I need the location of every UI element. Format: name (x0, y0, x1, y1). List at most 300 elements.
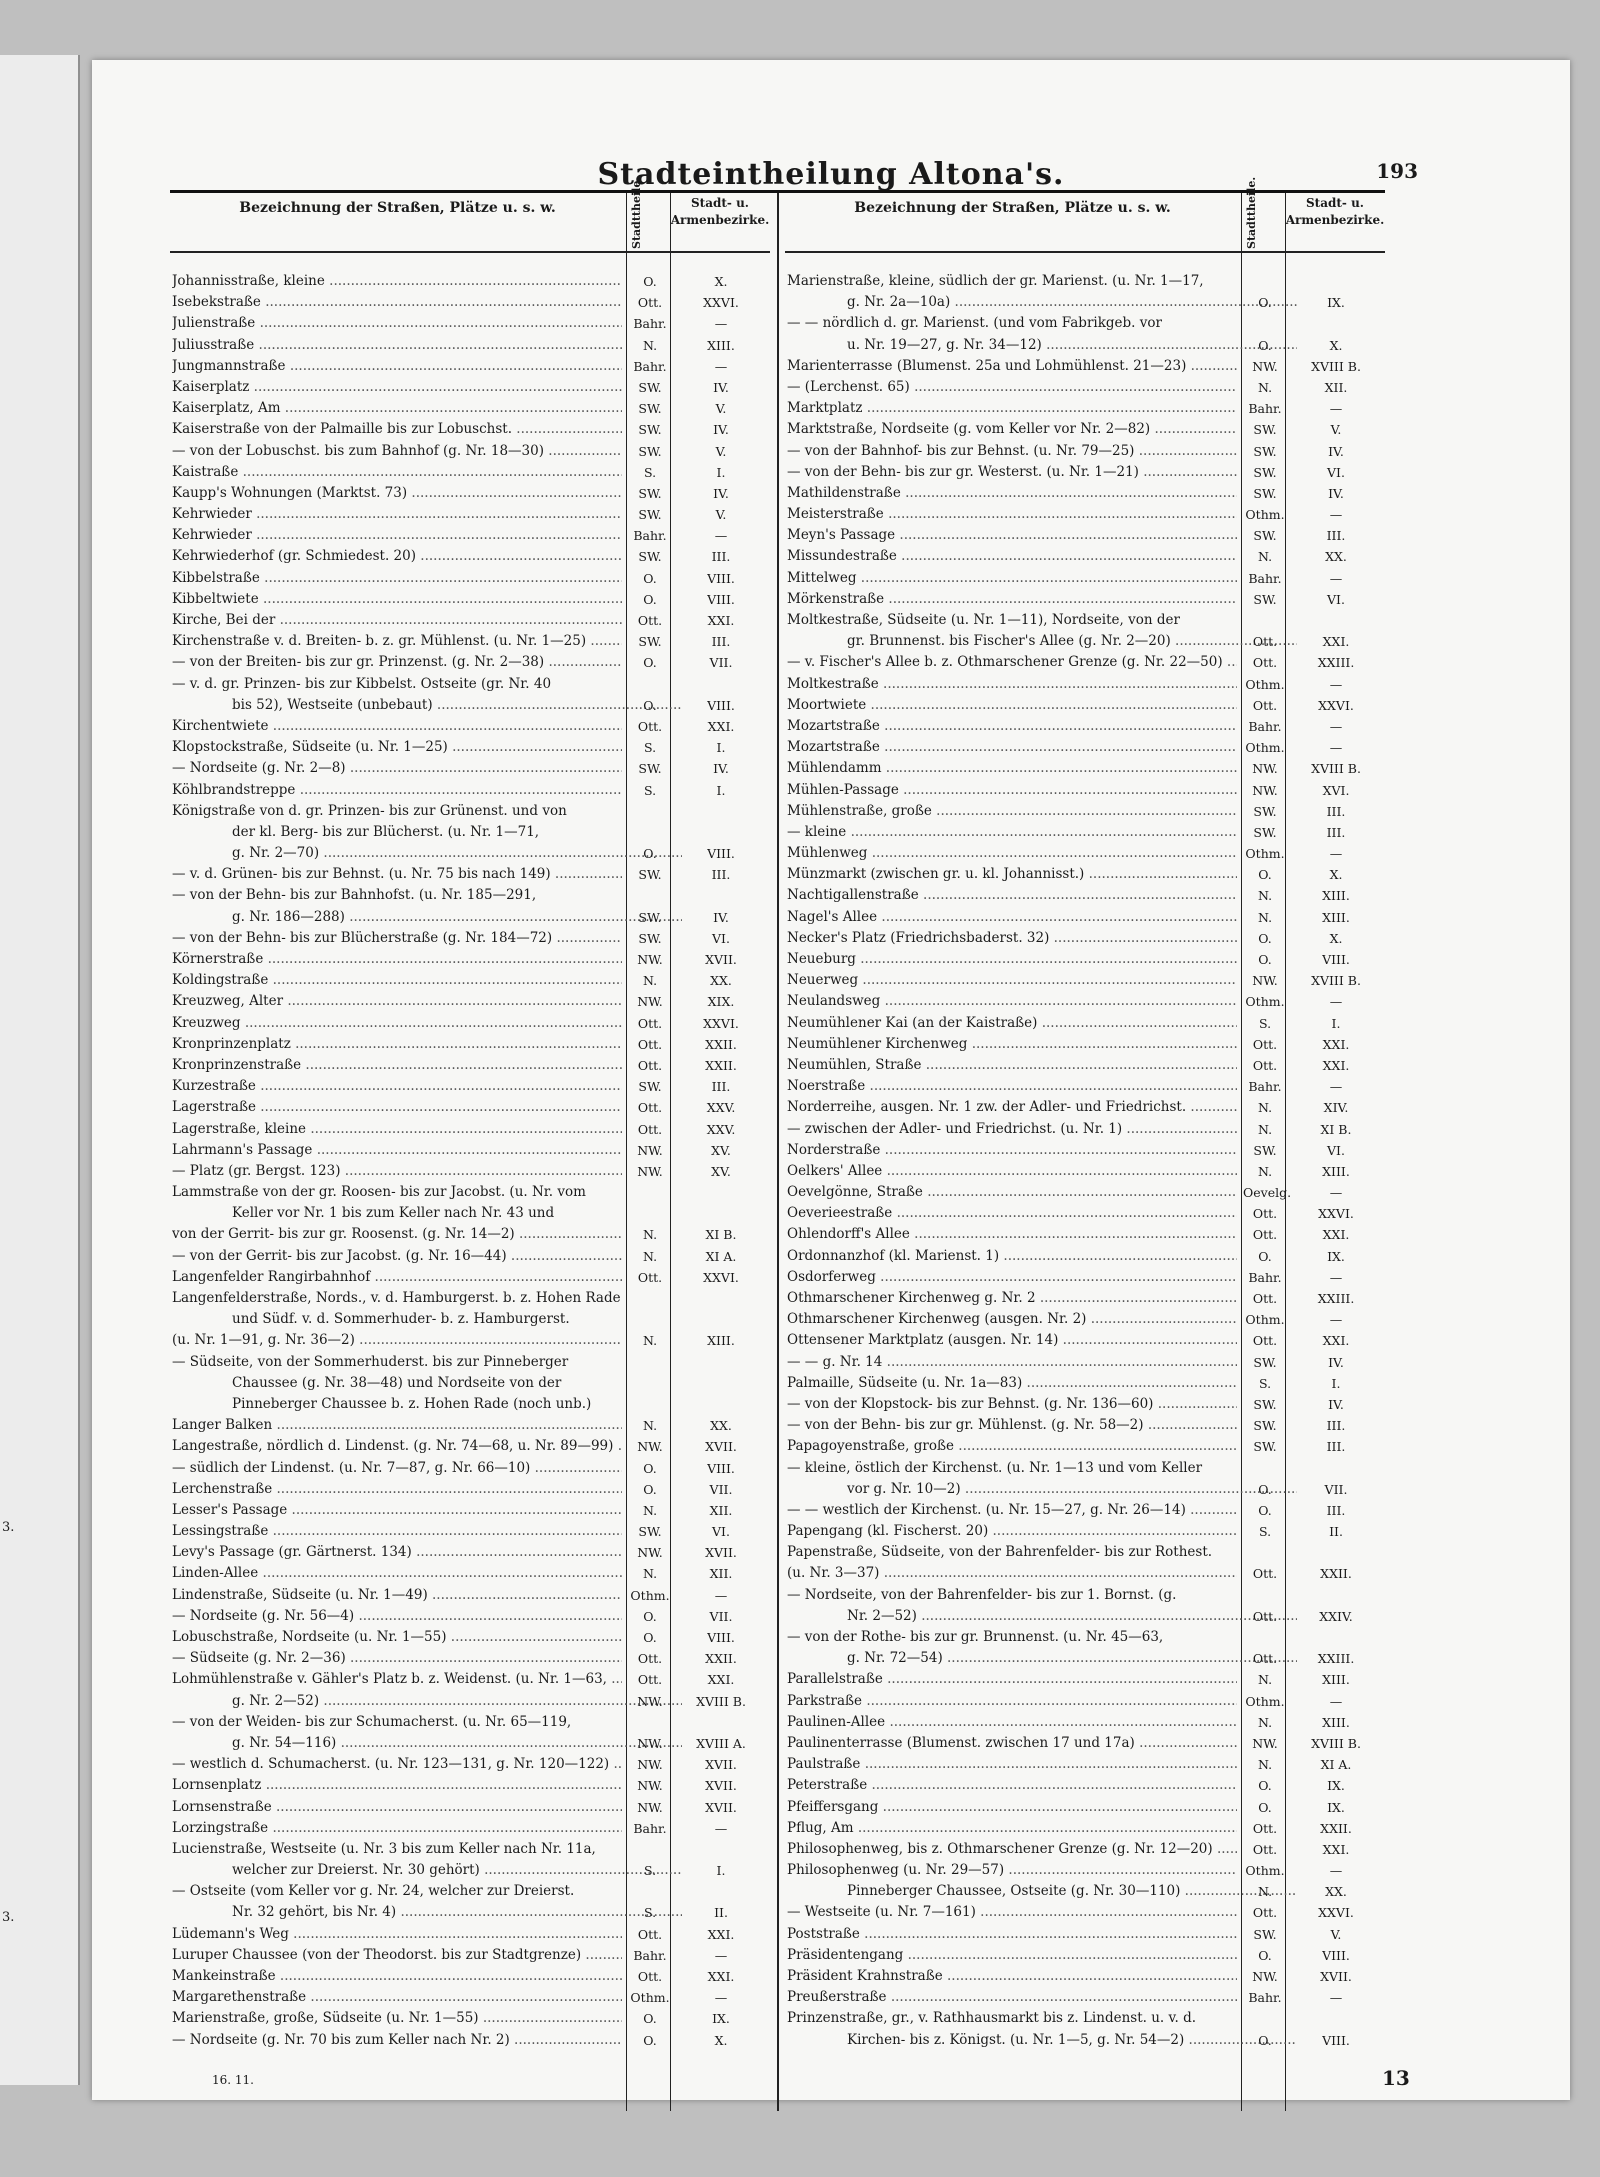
header-name: Bezeichnung der Straßen, Plätze u. s. w. (239, 200, 556, 216)
relief-district-cell: — (714, 1587, 728, 1603)
table-row (170, 1775, 770, 1796)
right-column-header (785, 176, 1385, 253)
relief-district-cell: I. (716, 1863, 726, 1879)
district-cell: Ott. (1252, 1036, 1278, 1052)
street-name: — v. d. gr. Prinzen- bis zur Kibbelst. Ostseite (gr. Nr. 40 (172, 675, 552, 692)
street-name: g. Nr. 186—288) ..... (172, 907, 682, 928)
table-row (785, 610, 1385, 631)
district-cell: Bahr. (633, 1947, 667, 1963)
district-cell: Othm. (1245, 1312, 1285, 1328)
district-cell: Ott. (637, 1651, 663, 1667)
relief-district-cell: — (1329, 1269, 1343, 1285)
relief-district-cell: VI. (712, 930, 730, 946)
street-name: Mühlen-Passage ..... (787, 780, 1237, 801)
district-cell: NW. (1252, 1969, 1278, 1984)
street-name: — Nordseite (g. Nr. 70 bis zum Keller nach Nr. 2) ..... (172, 2030, 622, 2051)
street-name: Papengang (kl. Fischerst. 20) ..... (787, 1521, 1237, 1542)
relief-district-cell: I. (1331, 1015, 1341, 1031)
relief-district-cell: XX. (1325, 549, 1347, 565)
street-name: Marktplatz ..... (787, 398, 1237, 419)
street-name: Neulandsweg ..... (787, 991, 1237, 1012)
street-name: Marktstraße, Nordseite (g. vom Keller vor Nr. 2—82) ..... (787, 419, 1237, 440)
street-name: — von der Lobuschst. bis zum Bahnhof (g. Nr. 18—30) ..... (172, 441, 622, 462)
relief-district-cell: XXVI. (703, 295, 739, 311)
street-name: u. Nr. 19—27, g. Nr. 34—12) ..... (787, 335, 1297, 356)
district-cell: Othm. (630, 1587, 670, 1603)
district-cell: Othm. (1245, 507, 1285, 523)
table-row (170, 1097, 770, 1118)
table-row (785, 1902, 1385, 1923)
street-name: Meyn's Passage ..... (787, 525, 1237, 546)
table-row (785, 356, 1385, 377)
left-column (170, 176, 770, 2111)
table-row (170, 1839, 770, 1860)
street-name: Paulinen-Allee ..... (787, 1712, 1237, 1733)
district-cell: SW. (638, 634, 662, 650)
street-name: Osdorferweg ..... (787, 1267, 1237, 1288)
page-number: 193 (1376, 159, 1418, 183)
table-row (785, 822, 1385, 843)
relief-district-cell: X. (714, 2032, 728, 2048)
table-row (785, 292, 1385, 313)
table-row (785, 1076, 1385, 1097)
district-cell: O. (1258, 952, 1272, 967)
table-row (785, 1521, 1385, 1542)
table-row (170, 1797, 770, 1818)
district-cell: SW. (638, 507, 662, 523)
relief-district-cell: XVII. (705, 952, 737, 967)
table-row (170, 1436, 770, 1457)
street-name: — südlich der Lindenst. (u. Nr. 7—87, g. Nr. 66—10) ..... (172, 1458, 622, 1479)
table-row (785, 1924, 1385, 1945)
district-cell: S. (643, 740, 657, 756)
street-name: Meisterstraße ..... (787, 504, 1237, 525)
relief-district-cell: XXIII. (1317, 655, 1355, 671)
table-row (785, 1754, 1385, 1775)
district-cell: Othm. (630, 1990, 670, 2006)
table-row (170, 313, 770, 334)
relief-district-cell: XV. (711, 1142, 731, 1158)
relief-district-cell: — (1329, 1990, 1343, 2006)
street-name: — (Lerchenst. 65) ..... (787, 377, 1237, 398)
relief-district-cell: XXI. (707, 613, 735, 628)
street-name: Langenfelder Rangirbahnhof ..... (172, 1267, 622, 1288)
middle-rule (777, 193, 779, 2111)
street-name: Kirche, Bei der ..... (172, 610, 622, 631)
district-cell: Ott. (1252, 634, 1278, 650)
district-cell: Bahr. (1248, 1269, 1282, 1285)
table-row (785, 991, 1385, 1012)
relief-district-cell: II. (714, 1905, 728, 1921)
district-cell: S. (643, 1905, 657, 1921)
table-row (170, 1669, 770, 1690)
district-cell: SW. (638, 930, 662, 946)
table-row (785, 780, 1385, 801)
street-name: Othmarschener Kirchenweg g. Nr. 2 ..... (787, 1288, 1237, 1309)
relief-district-cell: VIII. (1322, 952, 1350, 967)
table-row (785, 1479, 1385, 1500)
table-row (170, 589, 770, 610)
relief-district-cell: III. (711, 867, 731, 883)
street-name: Juliusstraße ..... (172, 335, 622, 356)
relief-district-cell: VIII. (707, 846, 735, 862)
district-cell: NW. (637, 1735, 663, 1751)
relief-district-cell: IV. (1328, 1396, 1344, 1412)
relief-district-cell: XXIV. (1319, 1608, 1353, 1624)
street-name: — Südseite, von der Sommerhuderst. bis zur Pinneberger (172, 1353, 569, 1370)
table-row (170, 335, 770, 356)
district-cell: Bahr. (633, 528, 667, 544)
district-cell: SW. (638, 761, 662, 777)
street-name: Kehrwieder ..... (172, 504, 622, 525)
district-cell: Bahr. (1248, 570, 1282, 586)
street-name: — westlich d. Schumacherst. (u. Nr. 123—131, g. Nr. 120—122) ..... (172, 1754, 622, 1775)
left-column-header (170, 176, 770, 253)
street-name: Ohlendorff's Allee ..... (787, 1224, 1237, 1245)
district-cell: N. (1257, 1163, 1273, 1179)
table-row (170, 928, 770, 949)
relief-district-cell: V. (1330, 1926, 1342, 1942)
table-row (170, 398, 770, 419)
district-cell: N. (642, 973, 658, 989)
left-rows (170, 271, 770, 2051)
district-cell: Ott. (1252, 1841, 1278, 1857)
district-cell: Bahr. (633, 358, 667, 374)
table-row (170, 462, 770, 483)
relief-district-cell: V. (1330, 422, 1342, 438)
relief-district-cell: VI. (1327, 1142, 1345, 1158)
district-cell: SW. (638, 1524, 662, 1540)
relief-district-cell: XVII. (705, 1799, 737, 1815)
table-row (170, 1902, 770, 1923)
table-row (170, 1860, 770, 1881)
district-cell: Bahr. (1248, 1079, 1282, 1095)
table-row (785, 1267, 1385, 1288)
street-name: — von der Behn- bis zur gr. Mühlenst. (g. Nr. 58—2) ..... (787, 1415, 1237, 1436)
table-row (170, 356, 770, 377)
table-row (170, 674, 770, 695)
relief-district-cell: XVII. (1320, 1969, 1352, 1984)
relief-district-cell: VI. (1327, 464, 1345, 480)
relief-district-cell: III. (1326, 1502, 1346, 1518)
district-cell: Ott. (1252, 1566, 1278, 1582)
relief-district-cell: XVII. (705, 1439, 737, 1455)
relief-district-cell: XVII. (705, 1545, 737, 1561)
street-name: Neumühlener Kirchenweg ..... (787, 1034, 1237, 1055)
street-name: Moortwiete ..... (787, 695, 1237, 716)
street-name: Poststraße ..... (787, 1924, 1237, 1945)
table-row (170, 483, 770, 504)
district-cell: SW. (1253, 824, 1277, 840)
district-cell: NW. (637, 1163, 663, 1179)
street-name: Kaiserplatz ..... (172, 377, 622, 398)
relief-district-cell: V. (715, 401, 727, 417)
table-row (170, 1182, 770, 1203)
street-name: Körnerstraße ..... (172, 949, 622, 970)
relief-district-cell: XIII. (1322, 1672, 1350, 1688)
street-name: Peterstraße ..... (787, 1775, 1237, 1796)
street-name: Papenstraße, Südseite, von der Bahrenfelder- bis zur Rothest. (787, 1544, 1213, 1561)
street-name: Oeverieestraße ..... (787, 1203, 1237, 1224)
table-row (785, 1712, 1385, 1733)
table-row (170, 631, 770, 652)
street-name: Neueburg ..... (787, 949, 1237, 970)
relief-district-cell: — (1329, 1863, 1343, 1879)
district-cell: SW. (1253, 1439, 1277, 1455)
district-cell: Ott. (637, 1121, 663, 1137)
district-cell: SW. (638, 401, 662, 417)
table-row (170, 1585, 770, 1606)
relief-district-cell: IV. (713, 909, 729, 925)
street-name: Lindenstraße, Südseite (u. Nr. 1—49) ..... (172, 1585, 622, 1606)
district-cell: S. (1258, 1375, 1272, 1391)
street-name: Kaupp's Wohnungen (Marktst. 73) ..... (172, 483, 622, 504)
street-name: Norderstraße ..... (787, 1140, 1237, 1161)
district-cell: Ott. (1252, 1291, 1278, 1306)
district-cell: Ott. (637, 1036, 663, 1052)
table-row (785, 1246, 1385, 1267)
district-cell: O. (1258, 867, 1272, 883)
district-cell: N. (642, 1248, 658, 1264)
table-row (170, 991, 770, 1012)
district-cell: S. (643, 464, 657, 480)
relief-district-cell: V. (715, 443, 727, 459)
street-name: Kibbeltwiete ..... (172, 589, 622, 610)
district-cell: O. (643, 2011, 657, 2027)
district-cell: S. (1258, 1524, 1272, 1540)
street-name: Nr. 32 gehört, bis Nr. 4) ..... (172, 1902, 682, 1923)
street-name: Jungmannstraße ..... (172, 356, 622, 377)
street-name: — von der Breiten- bis zur gr. Prinzenst. (g. Nr. 2—38) ..... (172, 652, 622, 673)
relief-district-cell: XIII. (707, 1333, 735, 1349)
relief-district-cell: — (1329, 1185, 1343, 1201)
relief-district-cell: IX. (1327, 1778, 1345, 1794)
street-name: Philosophenweg (u. Nr. 29—57) ..... (787, 1860, 1237, 1881)
district-cell: Othm. (1245, 1693, 1285, 1709)
table-row (170, 441, 770, 462)
street-name: — Ostseite (vom Keller vor g. Nr. 24, welcher zur Dreierst. (172, 1883, 575, 1900)
street-name: Mozartstraße ..... (787, 737, 1237, 758)
district-cell: Ott. (1252, 1206, 1278, 1222)
district-cell: SW. (1253, 443, 1277, 459)
street-name: Paulinenterrasse (Blumenst. zwischen 17 und 17a) ..... (787, 1733, 1237, 1754)
table-row (170, 737, 770, 758)
relief-district-cell: XXI. (707, 1926, 735, 1942)
district-cell: Bahr. (1248, 1990, 1282, 2006)
district-cell: Ott. (1252, 1651, 1278, 1667)
table-row (785, 652, 1385, 673)
table-row (170, 1691, 770, 1712)
table-row (170, 970, 770, 991)
table-row (785, 546, 1385, 567)
relief-district-cell: XX. (710, 973, 732, 989)
table-row (170, 1733, 770, 1754)
district-cell: O. (1258, 1778, 1272, 1794)
table-row (170, 1606, 770, 1627)
table-row (785, 1669, 1385, 1690)
relief-district-cell: XXIII. (1317, 1651, 1355, 1667)
table-row (170, 1288, 770, 1309)
relief-district-cell: XXVI. (703, 1015, 739, 1031)
relief-district-cell: IV. (713, 379, 729, 395)
table-row (170, 1479, 770, 1500)
relief-district-cell: XXVI. (703, 1269, 739, 1285)
street-name: Oelkers' Allee ..... (787, 1161, 1237, 1182)
street-name: Moltkestraße ..... (787, 674, 1237, 695)
street-name: (u. Nr. 3—37) ..... (787, 1563, 1237, 1584)
street-name: Lucienstraße, Westseite (u. Nr. 3 bis zum Keller nach Nr. 11a, (172, 1840, 596, 1857)
table-row (785, 1945, 1385, 1966)
table-row (785, 1119, 1385, 1140)
relief-district-cell: IV. (713, 761, 729, 777)
table-row (170, 1140, 770, 1161)
street-name: Kronprinzenplatz ..... (172, 1034, 622, 1055)
district-cell: O. (1258, 295, 1272, 311)
relief-district-cell: XIV. (1323, 1100, 1349, 1116)
street-name: — Westseite (u. Nr. 7—161) ..... (787, 1902, 1237, 1923)
relief-district-cell: I. (716, 782, 726, 798)
district-cell: NW. (637, 1693, 663, 1709)
relief-district-cell: XXII. (705, 1036, 737, 1052)
district-cell: N. (1257, 1757, 1273, 1773)
relief-district-cell: III. (1326, 1439, 1346, 1455)
table-row (170, 843, 770, 864)
relief-district-cell: VIII. (707, 697, 735, 713)
street-name: Oevelgönne, Straße ..... (787, 1182, 1237, 1203)
street-name: Lohmühlenstraße v. Gähler's Platz b. z. Weidenst. (u. Nr. 1—63, ..... (172, 1669, 622, 1690)
relief-district-cell: XVIII B. (1311, 973, 1361, 989)
table-row (785, 1330, 1385, 1351)
district-cell: N. (642, 1418, 658, 1434)
street-name: Margarethenstraße ..... (172, 1987, 622, 2008)
street-name: — Nordseite (g. Nr. 56—4) ..... (172, 1606, 622, 1627)
district-cell: NW. (637, 994, 663, 1010)
table-row (785, 737, 1385, 758)
district-cell: Bahr. (1248, 718, 1282, 734)
table-row (785, 631, 1385, 652)
relief-district-cell: VII. (709, 1481, 733, 1497)
street-name: Keller vor Nr. 1 bis zum Keller nach Nr. 43 und (232, 1205, 555, 1222)
street-name: Präsident Krahnstraße ..... (787, 1966, 1237, 1987)
relief-district-cell: XVIII B. (696, 1693, 746, 1709)
relief-district-cell: — (1329, 1693, 1343, 1709)
district-cell: O. (643, 1460, 657, 1476)
table-row (170, 1076, 770, 1097)
table-row (785, 1606, 1385, 1627)
street-name: Pflug, Am ..... (787, 1818, 1237, 1839)
table-row (785, 1733, 1385, 1754)
header-district: Stadttheile. (1245, 176, 1258, 249)
relief-district-cell: X. (1329, 930, 1343, 946)
street-name: Lüdemann's Weg ..... (172, 1924, 622, 1945)
district-cell: N. (1257, 1672, 1273, 1688)
district-cell: Ott. (1252, 1608, 1278, 1624)
relief-district-cell: — (714, 528, 728, 544)
table-row (785, 419, 1385, 440)
street-name: Lammstraße von der gr. Roosen- bis zur Jacobst. (u. Nr. vom (172, 1184, 586, 1201)
relief-district-cell: XIII. (1322, 888, 1350, 904)
relief-district-cell: XI A. (705, 1248, 737, 1264)
street-name: Julienstraße ..... (172, 313, 622, 334)
relief-district-cell: III. (1326, 1418, 1346, 1434)
prev-page-fragment: 3. (2, 1520, 15, 1535)
table-row (170, 758, 770, 779)
street-name: — kleine, östlich der Kirchenst. (u. Nr. 1—13 und vom Keller (787, 1459, 1203, 1476)
street-name: Mörkenstraße ..... (787, 589, 1237, 610)
table-row (785, 1987, 1385, 2008)
relief-district-cell: XII. (709, 1566, 733, 1582)
district-cell: Othm. (1245, 994, 1285, 1010)
relief-district-cell: IV. (1328, 443, 1344, 459)
street-name: Köhlbrandstreppe ..... (172, 780, 622, 801)
street-name: g. Nr. 54—116) ..... (172, 1733, 682, 1754)
district-cell: SW. (1253, 422, 1277, 438)
district-cell: O. (643, 1481, 657, 1497)
district-cell: O. (643, 2032, 657, 2048)
street-name: Parkstraße ..... (787, 1691, 1237, 1712)
district-cell: Ott. (637, 718, 663, 734)
street-name: Kehrwiederhof (gr. Schmiedest. 20) ..... (172, 546, 622, 567)
table-row (170, 292, 770, 313)
table-row (785, 1182, 1385, 1203)
table-row (170, 1458, 770, 1479)
table-row (170, 1712, 770, 1733)
table-row (170, 801, 770, 822)
district-cell: NW. (1252, 973, 1278, 989)
table-row (170, 1648, 770, 1669)
relief-district-cell: III. (711, 1079, 731, 1095)
street-name: Nachtigallenstraße ..... (787, 885, 1237, 906)
table-row (785, 674, 1385, 695)
table-row (785, 2008, 1385, 2029)
relief-district-cell: — (1329, 994, 1343, 1010)
street-name: Pfeiffersgang ..... (787, 1797, 1237, 1818)
table-row (785, 335, 1385, 356)
relief-district-cell: XXII. (705, 1057, 737, 1073)
street-name: Moltkestraße, Südseite (u. Nr. 1—11), Nordseite, von der (787, 612, 1180, 628)
relief-district-cell: VIII. (1322, 2032, 1350, 2048)
table-row (785, 843, 1385, 864)
table-row (170, 716, 770, 737)
sheet-number: 13 (1382, 2066, 1410, 2090)
relief-district-cell: XXII. (1320, 1820, 1352, 1836)
street-name: Kronprinzenstraße ..... (172, 1055, 622, 1076)
district-cell: N. (1257, 1884, 1273, 1900)
district-cell: O. (643, 655, 657, 671)
table-row (785, 1691, 1385, 1712)
table-row (170, 695, 770, 716)
district-cell: Othm. (1245, 1863, 1285, 1879)
district-cell: Othm. (1245, 846, 1285, 862)
street-name: — von der Behn- bis zur Blücherstraße (g. Nr. 184—72) ..... (172, 928, 622, 949)
street-name: Kirchen- bis z. Königst. (u. Nr. 1—5, g. Nr. 54—2) ..... (787, 2030, 1297, 2051)
street-name: Linden-Allee ..... (172, 1563, 622, 1584)
district-cell: Bahr. (1248, 401, 1282, 417)
table-row (785, 1309, 1385, 1330)
street-name: Ordonnanzhof (kl. Marienst. 1) ..... (787, 1246, 1237, 1267)
district-cell: N. (642, 1502, 658, 1518)
table-row (170, 1055, 770, 1076)
table-row (170, 949, 770, 970)
relief-district-cell: — (1329, 1312, 1343, 1328)
street-name: Lagerstraße ..... (172, 1097, 622, 1118)
relief-district-cell: I. (1331, 1375, 1341, 1391)
table-row (785, 525, 1385, 546)
street-name: Mozartstraße ..... (787, 716, 1237, 737)
relief-district-cell: XII. (709, 1502, 733, 1518)
street-name: g. Nr. 72—54) ..... (787, 1648, 1297, 1669)
street-name: Preußerstraße ..... (787, 1987, 1237, 2008)
